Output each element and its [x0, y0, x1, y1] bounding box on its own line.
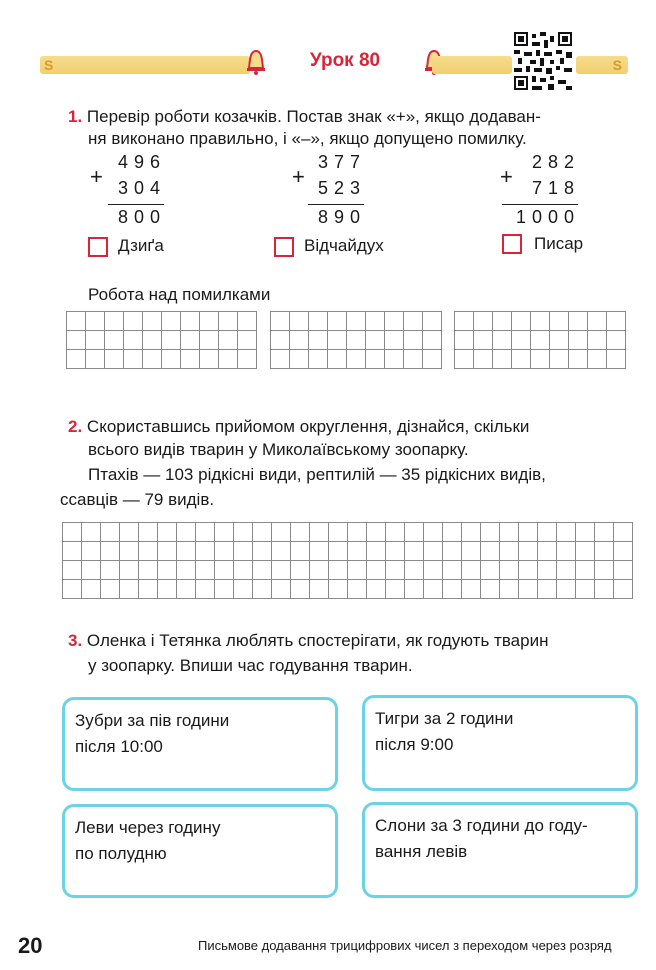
- card-bisons-line2: після 10:00: [75, 737, 163, 756]
- card-elephants-line2: вання левів: [375, 842, 468, 861]
- card-tigers-line2: після 9:00: [375, 735, 454, 754]
- plus-sign-2: +: [292, 164, 305, 189]
- sum1-result: 800: [117, 207, 166, 227]
- task2-number: 2.: [68, 417, 83, 436]
- task2-line1: Скориставшись прийомом округлення, дізнайся, скільки: [86, 417, 530, 436]
- header-ribbon-right-end: [576, 56, 628, 74]
- task2-instruction: [68, 416, 648, 438]
- bell-icon-left: [246, 48, 266, 76]
- sum3-addend-b: 718: [531, 178, 580, 198]
- checkbox-vidchaidukh[interactable]: [274, 237, 294, 257]
- task1-number: 1.: [68, 107, 83, 126]
- sum3-result: 1000: [515, 207, 580, 227]
- checkbox-pysar[interactable]: [502, 234, 522, 254]
- sum2-addend-a: 377: [317, 152, 366, 172]
- task2-answer-grid[interactable]: [62, 522, 633, 599]
- card-lions-line1: Леви через годину: [75, 818, 221, 837]
- lesson-title: Урок 80: [309, 50, 381, 71]
- card-tigers[interactable]: [362, 695, 638, 791]
- card-tigers-line1: Тигри за 2 години: [375, 709, 514, 728]
- card-lions[interactable]: [62, 804, 338, 898]
- label-pysar: Писар: [534, 234, 584, 253]
- sum2-addend-b: 523: [317, 178, 366, 198]
- card-bisons-line1: Зубри за пів години: [75, 711, 230, 730]
- sum1-addend-b: 304: [117, 178, 166, 198]
- header-ribbon-right: [432, 56, 512, 74]
- work-grid-1[interactable]: [66, 311, 257, 369]
- task1-line2: ня виконано правильно, і «–», якщо допущено помилку.: [88, 129, 527, 148]
- sum2-line: [308, 204, 364, 205]
- sum1-line: [108, 204, 164, 205]
- ribbon-mark-right: S: [612, 57, 622, 73]
- task3-instruction: [68, 630, 648, 652]
- task2-line3: Птахів — 103 рідкісні види, рептилій — 35 рідкісних видів,: [88, 465, 546, 484]
- page-number: 20: [18, 933, 43, 958]
- checkbox-dzyga[interactable]: [88, 237, 108, 257]
- card-lions-line2: по полудню: [75, 844, 167, 863]
- label-vidchaidukh: Відчайдух: [304, 236, 384, 255]
- sum1-addend-a: 496: [117, 152, 166, 172]
- label-dzyga: Дзиґа: [118, 236, 164, 255]
- work-grid-2[interactable]: [270, 311, 442, 369]
- task1-instruction: [68, 106, 648, 128]
- card-elephants-line1: Слони за 3 години до году-: [375, 816, 588, 835]
- sum2-result: 890: [317, 207, 366, 227]
- work-grid-3[interactable]: [454, 311, 626, 369]
- task3-line2: у зоопарку. Впиши час годування тварин.: [88, 656, 413, 675]
- plus-sign-1: +: [90, 164, 103, 189]
- task2-line4: ссавців — 79 видів.: [60, 490, 215, 509]
- sum3-addend-a: 282: [531, 152, 580, 172]
- task1-line1: Перевір роботи козачків. Постав знак «+», якщо додаван-: [86, 107, 541, 126]
- task3-line1: Оленка і Тетянка люблять спостерігати, як годують тварин: [86, 631, 549, 650]
- work-on-errors-label: Робота над помилками: [88, 285, 271, 304]
- task2-line2: всього видів тварин у Миколаївському зоопарку.: [88, 440, 469, 459]
- task3-number: 3.: [68, 631, 83, 650]
- plus-sign-3: +: [500, 164, 513, 189]
- qr-code-icon[interactable]: [514, 32, 572, 90]
- footer-topic: Письмове додавання трицифрових чисел з переходом через розряд: [198, 938, 612, 953]
- card-elephants[interactable]: [362, 802, 638, 898]
- sum3-line: [502, 204, 578, 205]
- ribbon-mark-left: S: [44, 57, 54, 73]
- card-bisons[interactable]: [62, 697, 338, 791]
- header-ribbon-left: [40, 56, 250, 74]
